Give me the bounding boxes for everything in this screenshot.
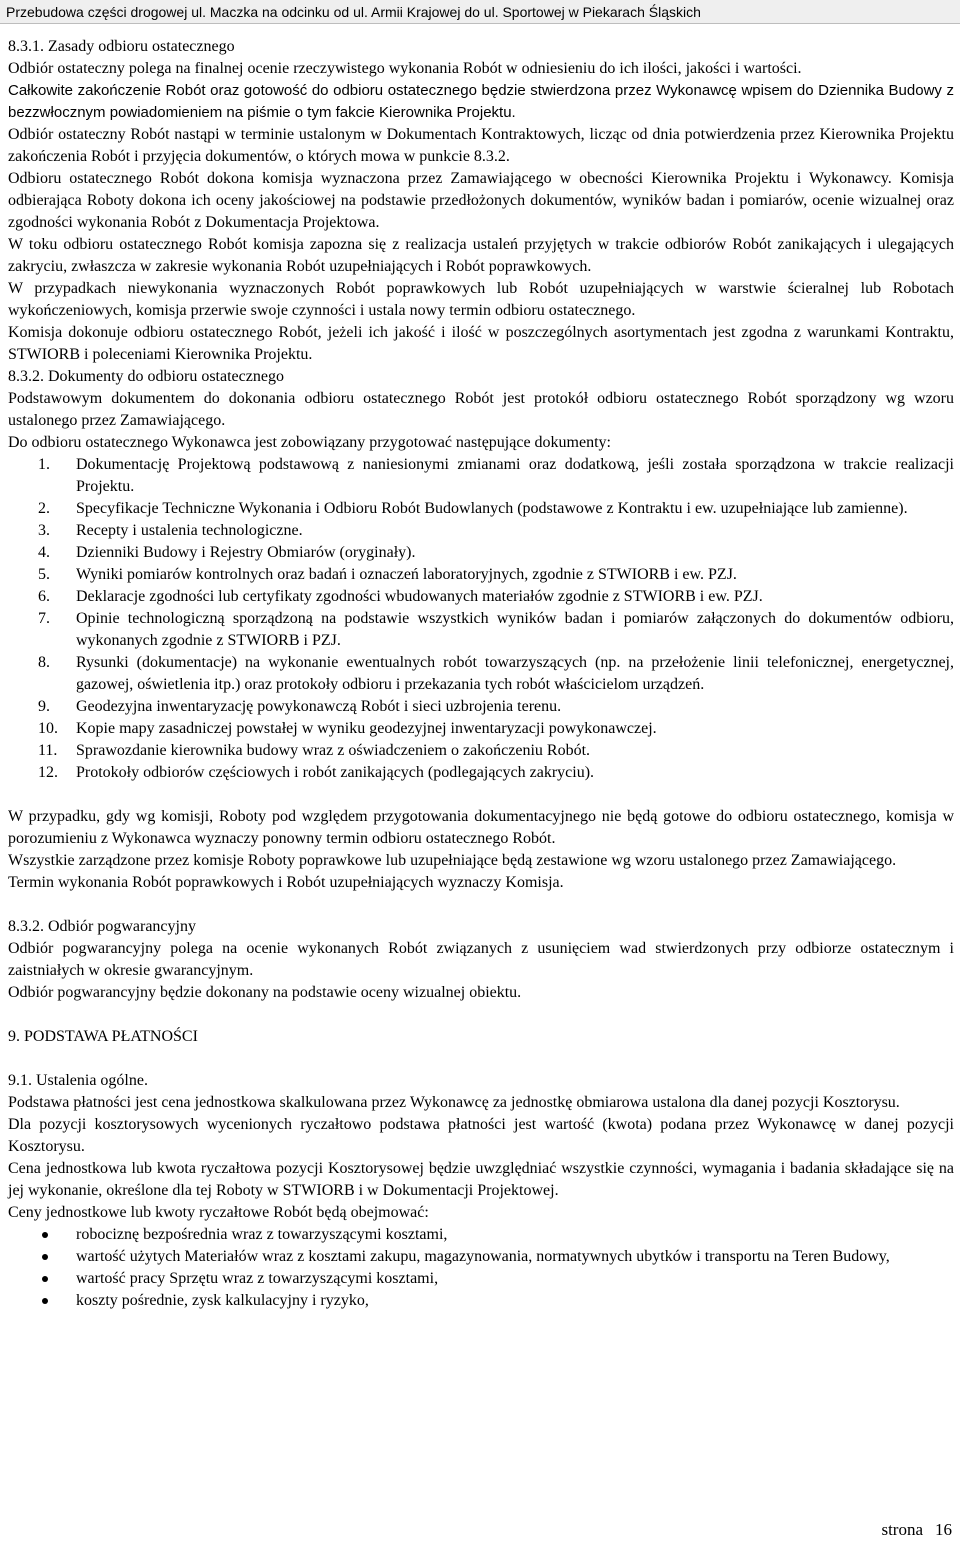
list-item [8,564,954,586]
list-item-text: Rysunki (dokumentacje) na wykonanie ewentualnych robót towarzyszących (np. na przełożenie linii telefonicznej, energetycznej, gazowej, oświetlenia itp.) oraz protokoły odbioru i przekazania tych robót właścicielom urządzeń. [76,654,954,693]
bullet-text: wartość użytych Materiałów wraz z kosztami zakupu, magazynowania, normatywnych ubytków i transportu na Teren Budowy, [76,1248,890,1265]
page-label: strona [881,1520,923,1539]
spacer [8,894,954,916]
page-number: 16 [935,1520,952,1539]
paragraph: Odbiór pogwarancyjny będzie dokonany na podstawie oceny wizualnej obiektu. [8,984,522,1001]
bullet-icon [42,1276,48,1282]
page-footer [881,1520,952,1540]
list-item [8,520,954,542]
bullet-text: robociznę bezpośrednia wraz z towarzyszącymi kosztami, [76,1226,448,1243]
bullet-icon [42,1232,48,1238]
list-number: 8. [38,654,50,671]
list-number: 12. [38,764,58,781]
paragraph: Komisja dokonuje odbioru ostatecznego Robót, jeżeli ich jakość i ilość w poszczególnych asortymentach jest zgodna z warunkami Kontraktu, STWIORB i poleceniami Kierownika Projektu. [8,324,954,363]
bullet-item [8,1268,954,1290]
section-heading-8-3-2: 8.3.2. Dokumenty do odbioru ostatecznego [8,368,284,385]
list-number: 4. [38,544,50,561]
list-number: 5. [38,566,50,583]
list-number: 1. [38,456,50,473]
list-item-text: Dzienniki Budowy i Rejestry Obmiarów (oryginały). [76,544,416,561]
paragraph-text: Dziennika Budowy z bezzwłocznym powiadomieniem na piśmie o tym fakcie Kierownika Projektu. [8,82,954,121]
paragraph: Odbioru ostatecznego Robót dokona komisja wyznaczona przez Zamawiającego w obecności Kierownika Projektu i Wykonawcy. Komisja odbierająca Roboty dokona ich oceny jakościowej na podstawie przedłożonych dokumentów, wyników badan i pomiarów, ocenie wizualnej oraz zgodności wykonania Robót z Dokumentacja Projektowa. [8,170,954,231]
list-item-text: Protokoły odbiorów częściowych i robót zanikających (podlegających zakryciu). [76,764,595,781]
list-item [8,498,954,520]
document-body [8,36,954,1312]
list-item-text: Geodezyjna inwentaryzację powykonawczą Robót i sieci uzbrojenia terenu. [76,698,562,715]
bullet-text: koszty pośrednie, zysk kalkulacyjny i ryzyko, [76,1292,369,1309]
list-item [8,762,954,784]
spacer [8,1048,954,1070]
paragraph-text: Całkowite zakończenie Robót oraz gotowość do odbioru ostatecznego będzie stwierdzona przez Wykonawcę wpisem do [8,82,819,99]
section-heading-8-3-1: 8.3.1. Zasady odbioru ostatecznego [8,38,235,55]
bullet-icon [42,1298,48,1304]
paragraph: Podstawa płatności jest cena jednostkowa skalkulowana przez Wykonawcę za jednostkę obmiarowa ustalona dla danej pozycji Kosztorysu. [8,1094,900,1111]
list-item-text: Kopie mapy zasadniczej powstałej w wyniku geodezyjnej inwentaryzacji powykonawczej. [76,720,657,737]
paragraph: W przypadkach niewykonania wyznaczonych Robót poprawkowych lub Robót uzupełniających w warstwie ścieralnej lub Robotach wykończeniowych, komisja przerwie swoje czynności i ustala nowy termin odbioru ostatecznego. [8,280,954,319]
list-number: 10. [38,720,58,737]
documents-list [8,454,954,784]
paragraph: Do odbioru ostatecznego Wykonawca jest zobowiązany przygotować następujące dokumenty: [8,434,611,451]
section-heading-odbior-pogwarancyjny: 8.3.2. Odbiór pogwarancyjny [8,918,196,935]
list-item-text: Sprawozdanie kierownika budowy wraz z oświadczeniem o zakończeniu Robót. [76,742,591,759]
list-item-text: Deklaracje zgodności lub certyfikaty zgodności wbudowanych materiałów zgodnie z STWIORB i ew. PZJ. [76,588,763,605]
paragraph [8,80,954,124]
bullet-item [8,1224,954,1246]
paragraph: Odbiór pogwarancyjny polega na ocenie wykonanych Robót związanych z usunięciem wad stwierdzonych przy odbiorze ostatecznym i zaistniałych w okresie gwarancyjnym. [8,940,954,979]
paragraph: Wszystkie zarządzone przez komisje Roboty poprawkowe lub uzupełniające będą zestawione wg wzoru ustalonego przez Zamawiającego. [8,852,897,869]
list-item [8,454,954,498]
section-heading-9-1: 9.1. Ustalenia ogólne. [8,1072,148,1089]
bullet-text: wartość pracy Sprzętu wraz z towarzyszącymi kosztami, [76,1270,439,1287]
bullet-item [8,1290,954,1312]
list-number: 3. [38,522,50,539]
list-item-text: Opinie technologiczną sporządzoną na podstawie wszystkich wyników badan i pomiarów załączonych do dokumentów odbioru, wykonanych zgodnie z STWIORB i PZJ. [76,610,954,649]
list-item-text: Specyfikacje Techniczne Wykonania i Odbioru Robót Budowlanych (podstawowe z Kontraktu i ew. uzupełniające lub zamienne). [76,500,908,517]
paragraph: Odbiór ostateczny polega na finalnej ocenie rzeczywistego wykonania Robót w odniesieniu do ich ilości, jakości i wartości. [8,60,802,77]
list-number: 2. [38,500,50,517]
list-item [8,718,954,740]
list-item-text: Dokumentację Projektową podstawową z naniesionymi zmianami oraz dodatkową, jeśli została sporządzona w trakcie realizacji Projektu. [76,456,954,495]
spacer [8,1004,954,1026]
paragraph: Termin wykonania Robót poprawkowych i Robót uzupełniających wyznaczy Komisja. [8,874,564,891]
bullet-item [8,1246,954,1268]
list-number: 11. [38,742,58,759]
paragraph: W przypadku, gdy wg komisji, Roboty pod względem przygotowania dokumentacyjnego nie będą gotowe do odbioru ostatecznego, komisja w porozumieniu z Wykonawca wyznaczy ponowny termin odbioru ostatecznego Robót. [8,808,954,847]
paragraph: Dla pozycji kosztorysowych wycenionych ryczałtowo podstawa płatności jest wartość (kwota) podana przez Wykonawcę w danej pozycji Kosztorysu. [8,1116,954,1155]
list-item-text: Recepty i ustalenia technologiczne. [76,522,303,539]
paragraph: Podstawowym dokumentem do dokonania odbioru ostatecznego Robót jest protokół odbioru ostatecznego Robót sporządzony wg wzoru ustalonego przez Zamawiającego. [8,390,954,429]
list-item [8,542,954,564]
list-item [8,652,954,696]
document-header: Przebudowa części drogowej ul. Maczka na odcinku od ul. Armii Krajowej do ul. Sportowej w Piekarach Śląskich [0,0,960,24]
paragraph: Cena jednostkowa lub kwota ryczałtowa pozycji Kosztorysowej będzie uwzględniać wszystkie czynności, wymagania i badania składające się na jej wykonanie, określone dla tej Roboty w STWIORB i w Dokumentacji Projektowej. [8,1160,954,1199]
list-number: 9. [38,698,50,715]
list-item [8,740,954,762]
section-heading-9: 9. PODSTAWA PŁATNOŚCI [8,1028,198,1045]
list-number: 6. [38,588,50,605]
paragraph: Odbiór ostateczny Robót nastąpi w terminie ustalonym w Dokumentach Kontraktowych, licząc od dnia potwierdzenia przez Kierownika Projektu zakończenia Robót i przyjęcia dokumentów, o których mowa w punkcie 8.3.2. [8,126,954,165]
list-item [8,586,954,608]
paragraph: Ceny jednostkowe lub kwoty ryczałtowe Robót będą obejmować: [8,1204,429,1221]
spacer [8,784,954,806]
list-item-text: Wyniki pomiarów kontrolnych oraz badań i oznaczeń laboratoryjnych, zgodnie z STWIORB i ew. PZJ. [76,566,737,583]
cost-items-list [8,1224,954,1312]
list-item [8,696,954,718]
list-item [8,608,954,652]
paragraph: W toku odbioru ostatecznego Robót komisja zapozna się z realizacja ustaleń przyjętych w trakcie odbiorów Robót zanikających i ulegających zakryciu, zwłaszcza w zakresie wykonania Robót uzupełniających i Robót poprawkowych. [8,236,954,275]
bullet-icon [42,1254,48,1260]
list-number: 7. [38,610,50,627]
